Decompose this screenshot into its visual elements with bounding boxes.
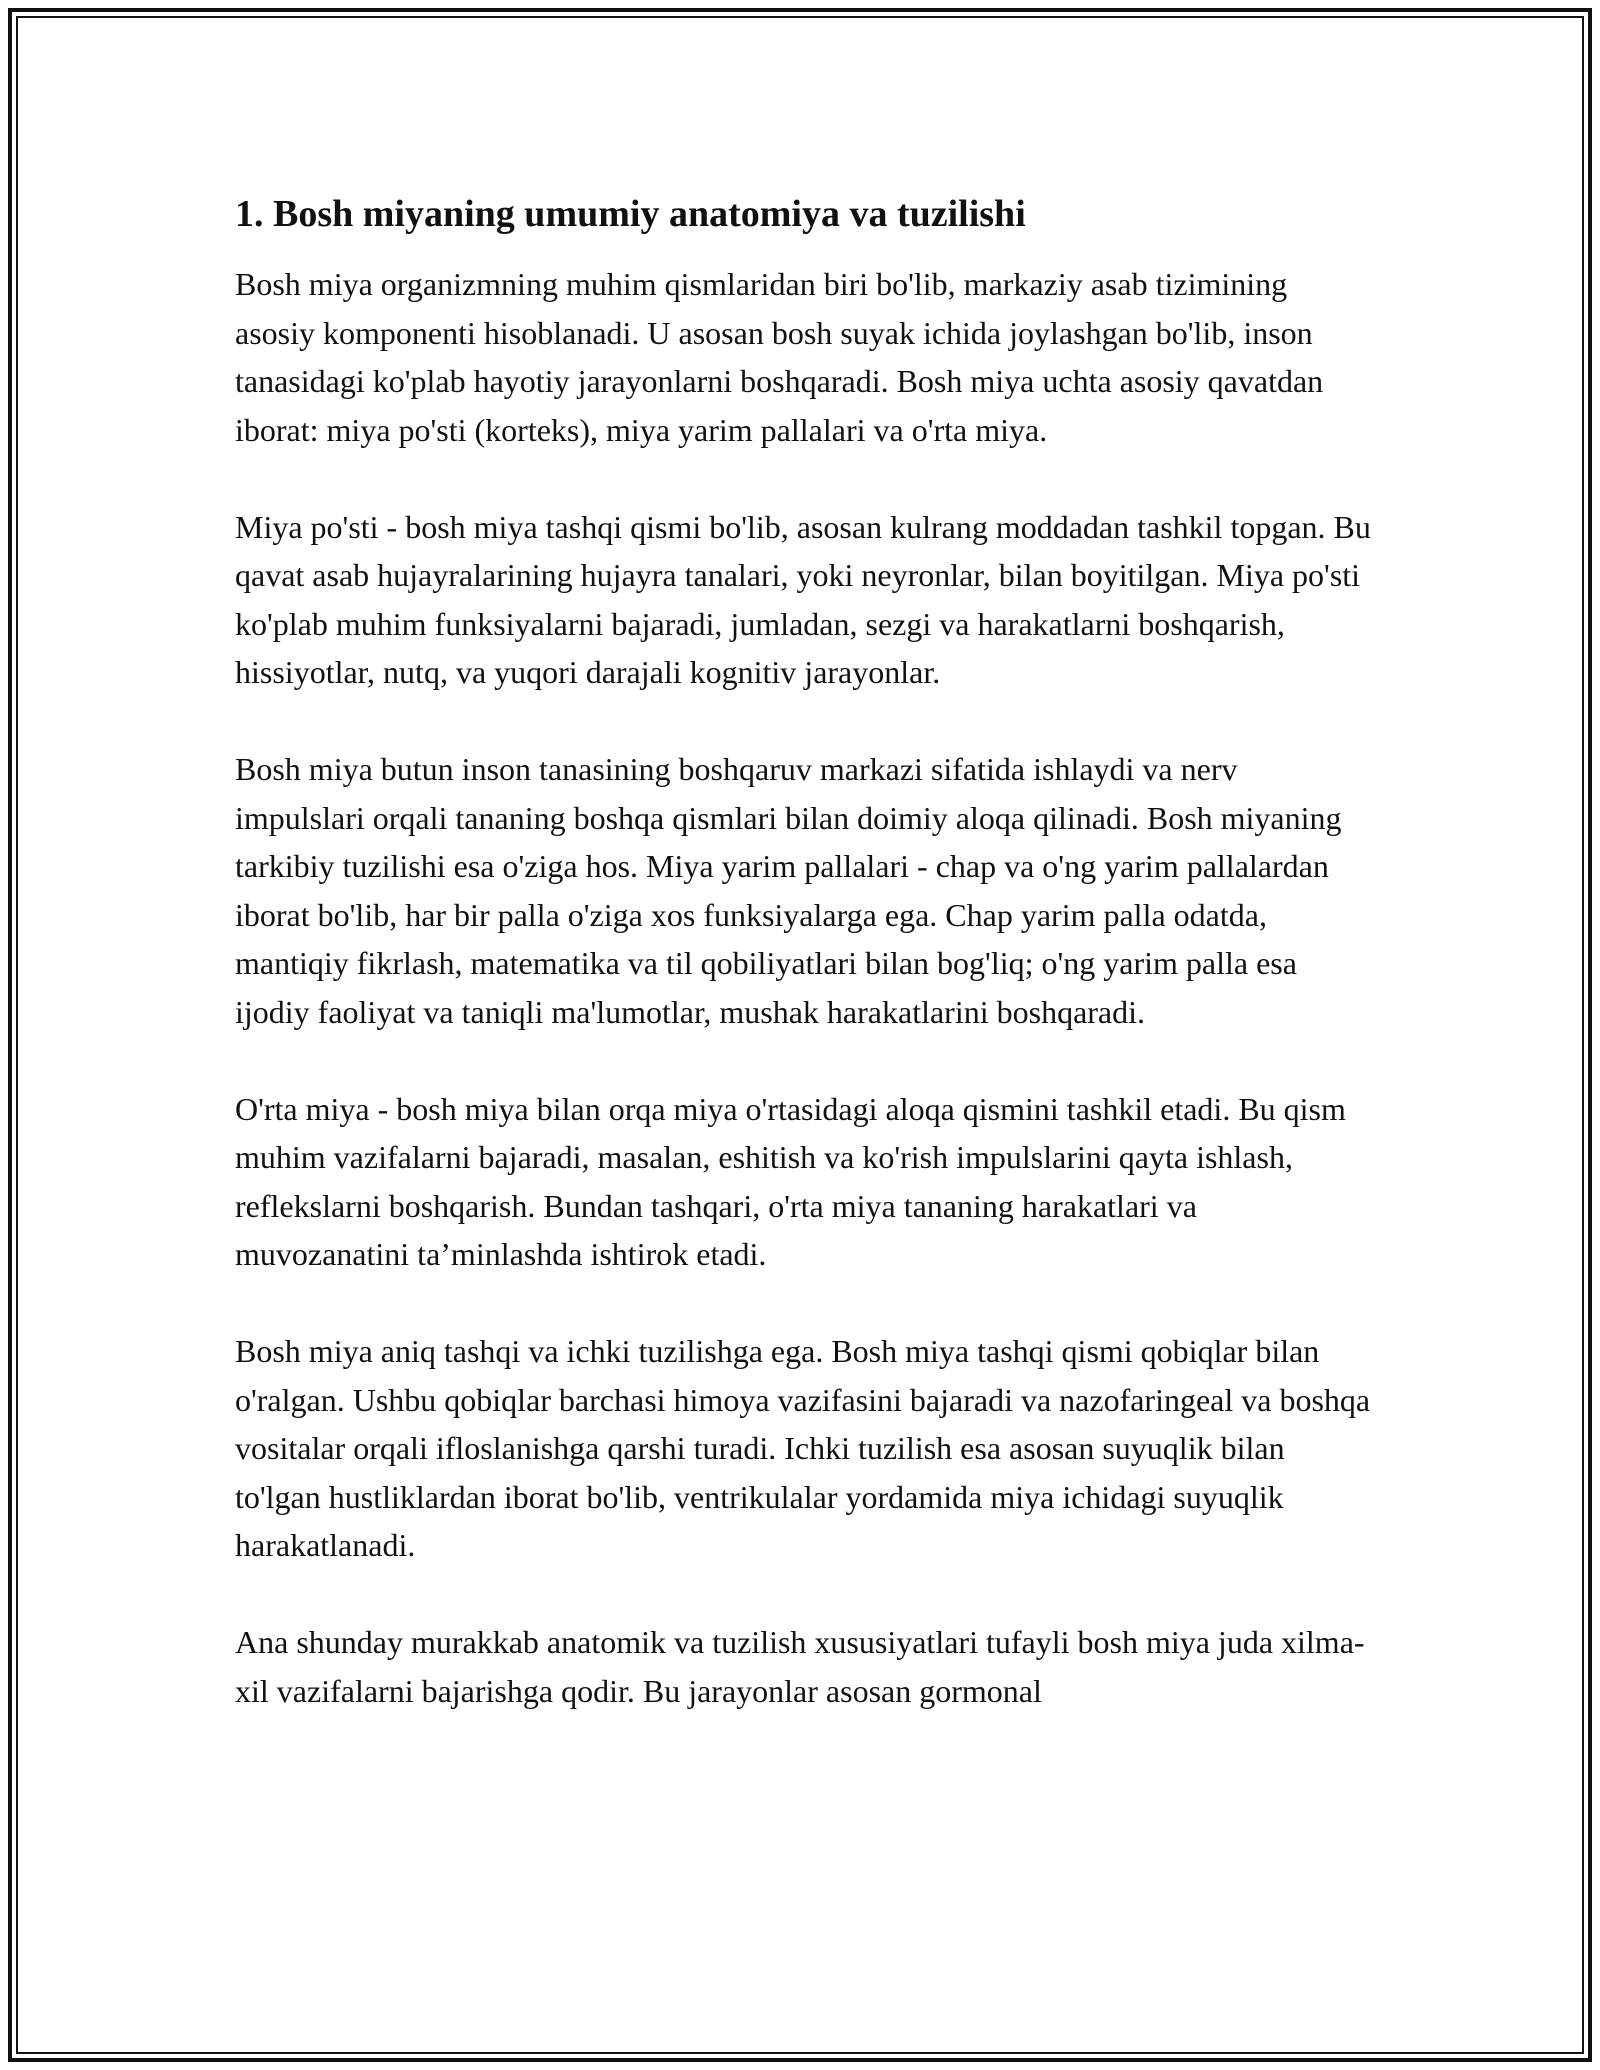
paragraph-structure: Bosh miya aniq tashqi va ichki tuzilishga ega. Bosh miya tashqi qismi qobiqlar bilan o'ralgan. Ushbu qobiqlar barchasi himoya vazifasini bajaradi va nazofaringeal va boshqa vositalar orqali ifloslanishga qarshi turadi. Ichki tuzilish esa asosan suyuqlik bilan to'lgan hustliklardan iborat bo'lib, ventrikulalar yordamida miya ichidagi suyuqlik harakatlanadi.: [235, 1333, 1371, 1563]
paragraph-midbrain: O'rta miya - bosh miya bilan orqa miya o'rtasidagi aloqa qismini tashkil etadi. Bu qism muhim vazifalarni bajaradi, masalan, eshitish va ko'rish impulslarini qayta ishlash, reflekslarni boshqarish. Bundan tashqari, o'rta miya tananing harakatlari va muvozanatini ta’minlashda ishtirok etadi.: [235, 1090, 1346, 1272]
section-heading: 1. Bosh miyaning umumiy anatomiya va tuzilishi: [235, 193, 1026, 235]
paragraph-conclusion: Ana shunday murakkab anatomik va tuzilish xususiyatlari tufayli bosh miya juda xilma-xil vazifalarni bajarishga qodir. Bu jarayonlar asosan gormonal: [235, 1624, 1365, 1709]
paragraph-hemispheres: Bosh miya butun inson tanasining boshqaruv markazi sifatida ishlaydi va nerv impulslari orqali tananing boshqa qismlari bilan doimiy aloqa qilinadi. Bosh miyaning tarkibiy tuzilishi esa o'ziga hos. Miya yarim pallalari - chap va o'ng yarim pallalardan iborat bo'lib, har bir palla o'ziga xos funksiyalarga ega. Chap yarim palla odatda, mantiqiy fikrlash, matematika va til qobiliyatlari bilan bog'liq; o'ng yarim palla esa ijodiy faoliyat va taniqli ma'lumotlar, mushak harakatlarini boshqaradi.: [235, 751, 1342, 1030]
paragraph-intro: Bosh miya organizmning muhim qismlaridan biri bo'lib, markaziy asab tizimining asosiy komponenti hisoblanadi. U asosan bosh suyak ichida joylashgan bo'lib, inson tanasidagi ko'plab hayotiy jarayonlarni boshqaradi. Bosh miya uchta asosiy qavatdan iborat: miya po'sti (korteks), miya yarim pallalari va o'rta miya.: [235, 266, 1324, 448]
paragraph-cortex: Miya po'sti - bosh miya tashqi qismi bo'lib, asosan kulrang moddadan tashkil topgan. Bu qavat asab hujayralarining hujayra tanalari, yoki neyronlar, bilan boyitilgan. Miya po'sti ko'plab muhim funksiyalarni bajaradi, jumladan, sezgi va harakatlarni boshqarish, hissiyotlar, nutq, va yuqori darajali kognitiv jarayonlar.: [235, 508, 1371, 690]
document-body: [235, 188, 1375, 1764]
